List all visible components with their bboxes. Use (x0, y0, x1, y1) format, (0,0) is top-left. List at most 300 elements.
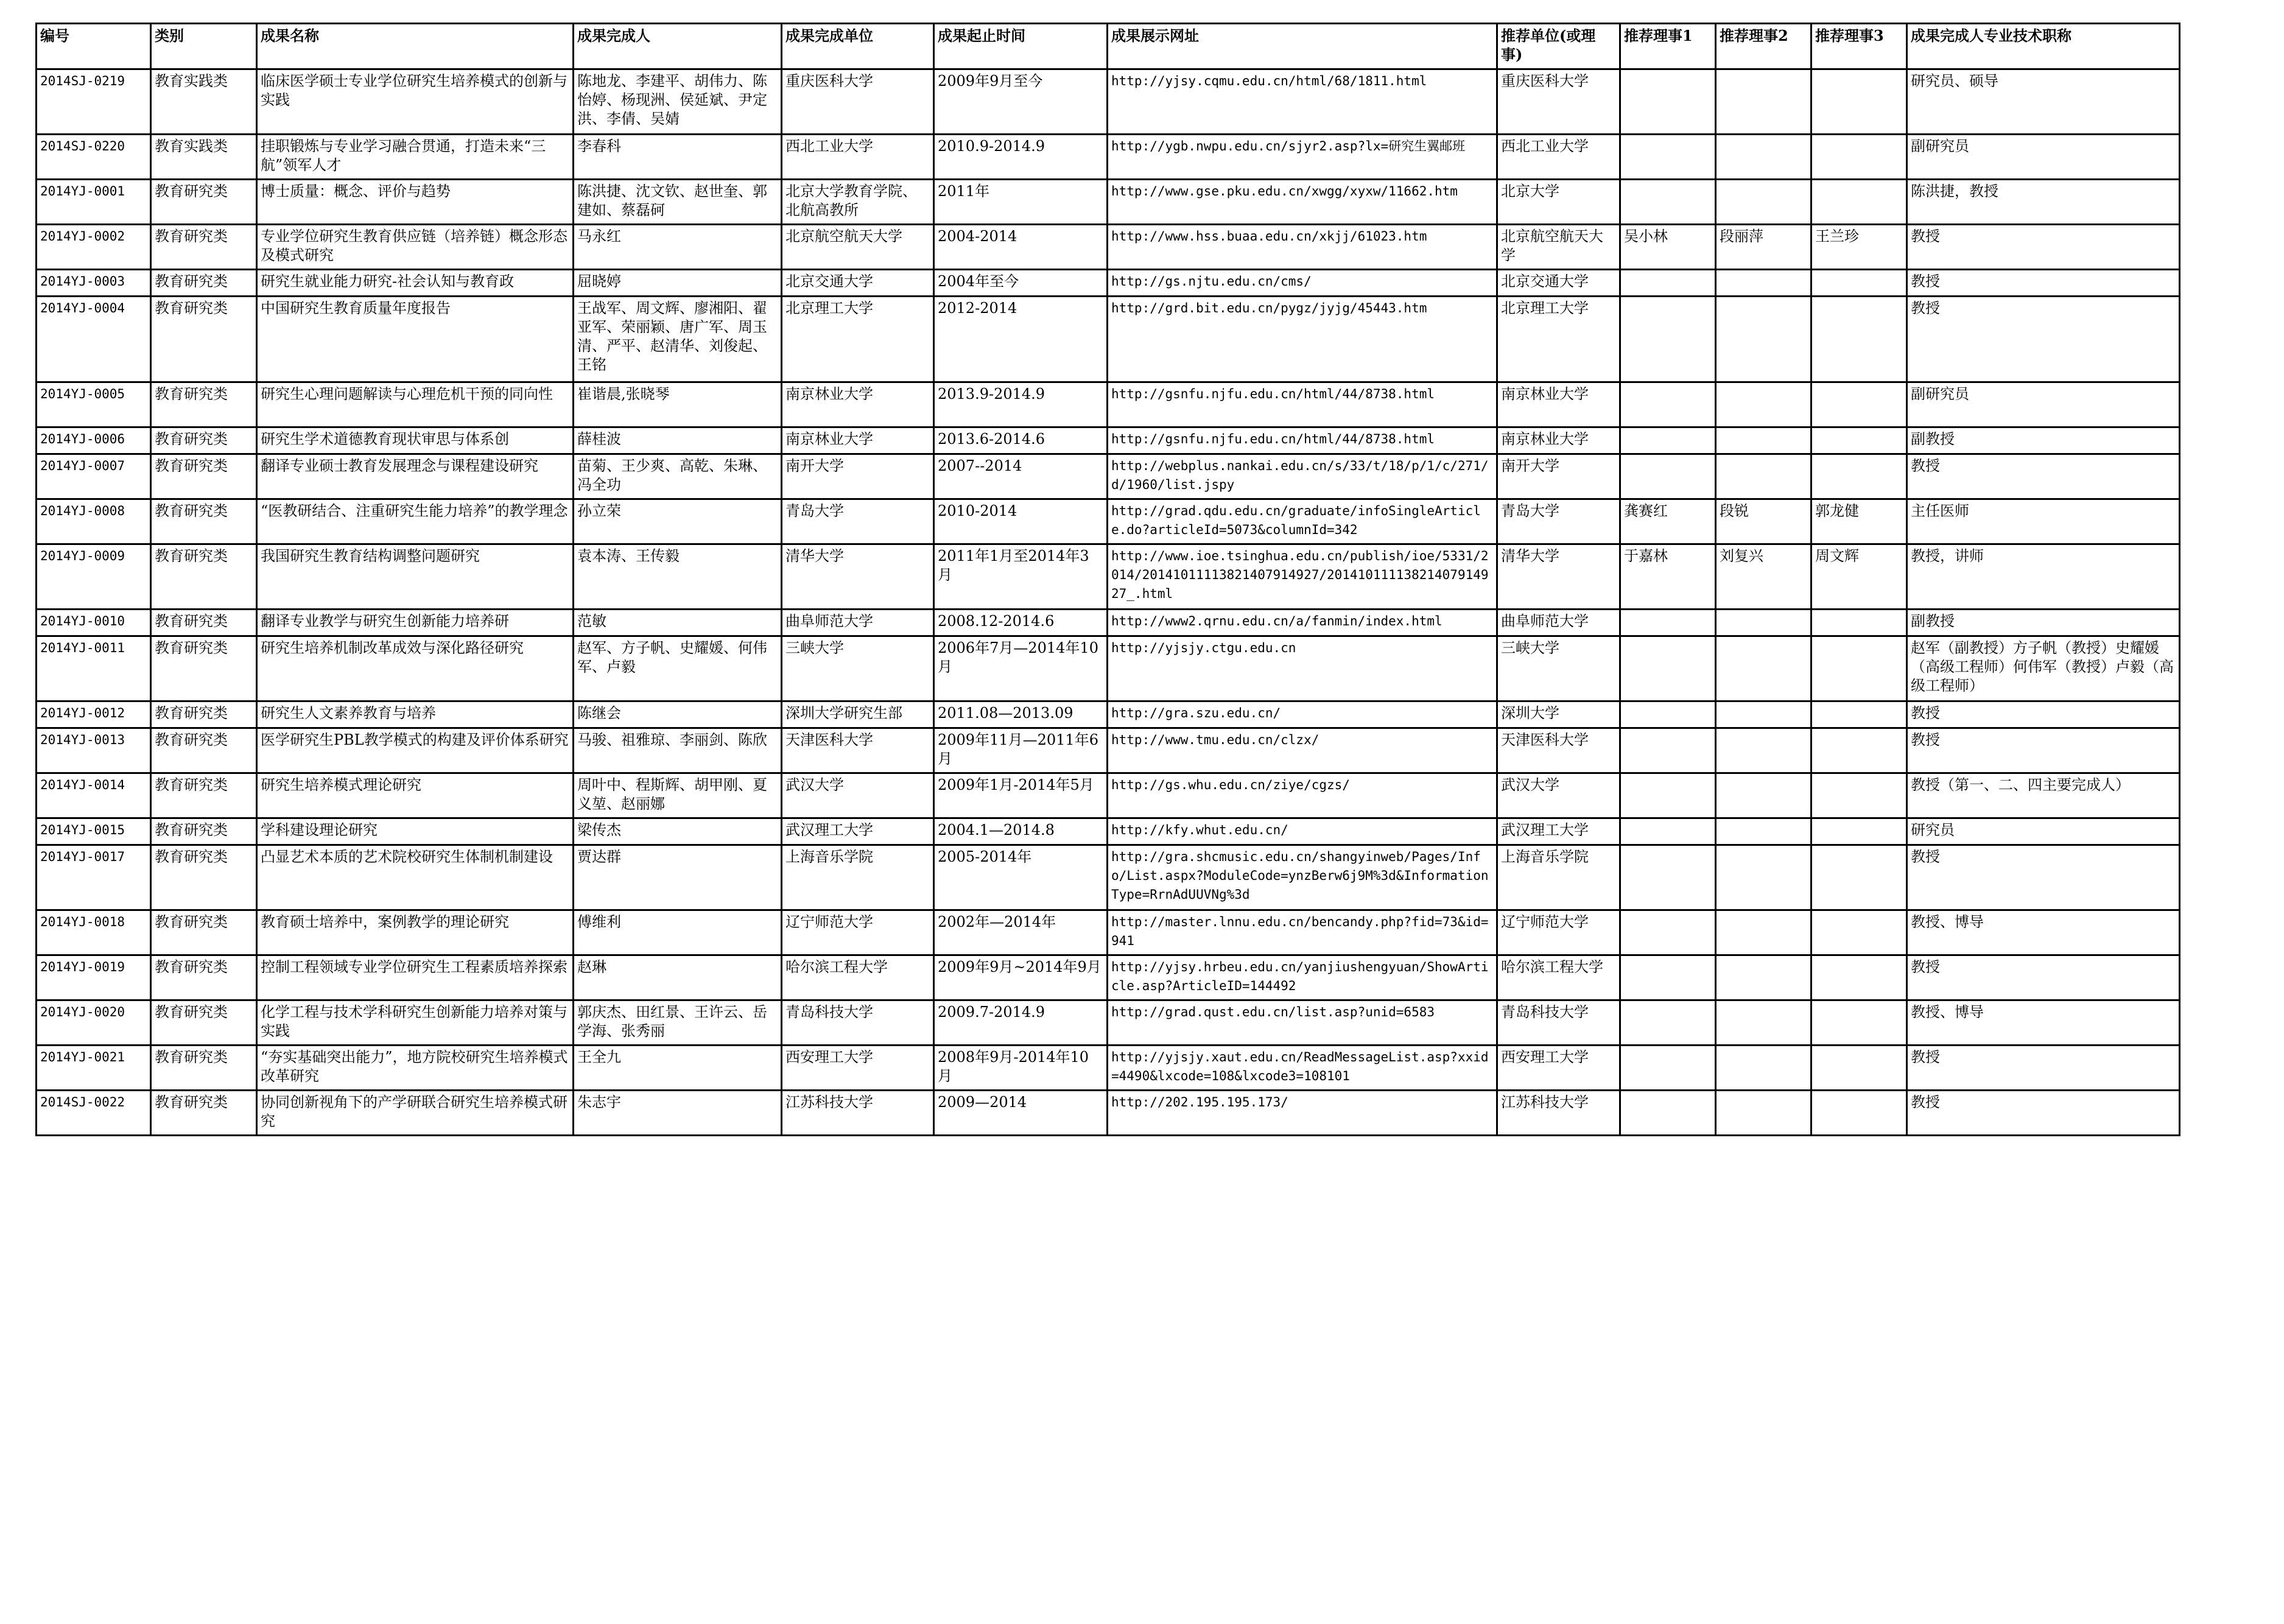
cell-recommender: 武汉理工大学 (1497, 818, 1620, 845)
cell-unit: 南开大学 (782, 454, 934, 499)
cell-url[interactable]: http://www2.qrnu.edu.cn/a/fanmin/index.html (1108, 610, 1497, 636)
cell-url[interactable]: http://yjsjy.xaut.edu.cn/ReadMessageList.asp?xxid=4490&lxcode=108&lxcode3=108101 (1108, 1046, 1497, 1091)
cell-director-3: 郭龙健 (1811, 499, 1907, 544)
cell-url[interactable]: http://yjsy.cqmu.edu.cn/html/68/1811.html (1108, 69, 1497, 135)
cell-authors: 苗菊、王少爽、高乾、朱琳、冯全功 (574, 454, 782, 499)
cell-director-3 (1811, 910, 1907, 955)
cell-job-title: 教授 (1907, 297, 2180, 382)
cell-id: 2014SJ-0022 (37, 1091, 151, 1136)
cell-authors: 袁本涛、王传毅 (574, 544, 782, 610)
cell-authors: 屈晓婷 (574, 270, 782, 297)
cell-director-1 (1620, 818, 1716, 845)
cell-unit: 哈尔滨工程大学 (782, 955, 934, 1000)
cell-recommender: 辽宁师范大学 (1497, 910, 1620, 955)
cell-director-3: 周文辉 (1811, 544, 1907, 610)
cell-title: 研究生心理问题解读与心理危机干预的同向性 (257, 382, 574, 427)
cell-director-3 (1811, 69, 1907, 135)
cell-period: 2010-2014 (934, 499, 1108, 544)
cell-url[interactable]: http://www.tmu.edu.cn/clzx/ (1108, 728, 1497, 773)
cell-period: 2004-2014 (934, 225, 1108, 270)
cell-title: 专业学位研究生教育供应链（培养链）概念形态及模式研究 (257, 225, 574, 270)
cell-category: 教育研究类 (151, 454, 257, 499)
cell-id: 2014YJ-0010 (37, 610, 151, 636)
cell-unit: 北京大学教育学院、北航高教所 (782, 180, 934, 225)
column-header-period: 成果起止时间 (934, 24, 1108, 69)
cell-job-title: 教授、博导 (1907, 1000, 2180, 1046)
cell-recommender: 江苏科技大学 (1497, 1091, 1620, 1136)
table-row (37, 270, 2180, 297)
cell-period: 2007--2014 (934, 454, 1108, 499)
cell-url[interactable]: http://grd.bit.edu.cn/pygz/jyjg/45443.htm (1108, 297, 1497, 382)
cell-title: 中国研究生教育质量年度报告 (257, 297, 574, 382)
cell-category: 教育研究类 (151, 910, 257, 955)
cell-category: 教育研究类 (151, 955, 257, 1000)
cell-authors: 贾达群 (574, 845, 782, 910)
cell-title: 学科建设理论研究 (257, 818, 574, 845)
cell-category: 教育研究类 (151, 701, 257, 728)
cell-url[interactable]: http://master.lnnu.edu.cn/bencandy.php?fid=73&id=941 (1108, 910, 1497, 955)
cell-recommender: 西北工业大学 (1497, 135, 1620, 180)
cell-director-1 (1620, 910, 1716, 955)
cell-director-1 (1620, 773, 1716, 818)
cell-category: 教育实践类 (151, 69, 257, 135)
cell-recommender: 南京林业大学 (1497, 427, 1620, 454)
cell-director-1 (1620, 636, 1716, 701)
cell-unit: 深圳大学研究生部 (782, 701, 934, 728)
cell-unit: 西安理工大学 (782, 1046, 934, 1091)
cell-director-1 (1620, 270, 1716, 297)
cell-id: 2014YJ-0018 (37, 910, 151, 955)
cell-title: “医教研结合、注重研究生能力培养”的教学理念 (257, 499, 574, 544)
cell-authors: 周叶中、程斯辉、胡甲刚、夏义堃、赵丽娜 (574, 773, 782, 818)
cell-title: 临床医学硕士专业学位研究生培养模式的创新与实践 (257, 69, 574, 135)
cell-title: 控制工程领域专业学位研究生工程素质培养探索 (257, 955, 574, 1000)
cell-category: 教育研究类 (151, 728, 257, 773)
cell-director-2 (1716, 135, 1811, 180)
cell-id: 2014SJ-0220 (37, 135, 151, 180)
cell-url[interactable]: http://gsnfu.njfu.edu.cn/html/44/8738.html (1108, 382, 1497, 427)
cell-unit: 西北工业大学 (782, 135, 934, 180)
cell-authors: 梁传杰 (574, 818, 782, 845)
cell-director-3 (1811, 818, 1907, 845)
cell-url[interactable]: http://ygb.nwpu.edu.cn/sjyr2.asp?lx=研究生翼邮班 (1108, 135, 1497, 180)
table-row (37, 610, 2180, 636)
cell-director-3 (1811, 1000, 1907, 1046)
cell-recommender: 清华大学 (1497, 544, 1620, 610)
cell-job-title: 主任医师 (1907, 499, 2180, 544)
cell-director-3 (1811, 297, 1907, 382)
cell-director-3 (1811, 845, 1907, 910)
cell-director-2 (1716, 818, 1811, 845)
cell-title: 研究生培养机制改革成效与深化路径研究 (257, 636, 574, 701)
cell-job-title: 教授 (1907, 1091, 2180, 1136)
table-row (37, 544, 2180, 610)
cell-title: “夯实基础突出能力”，地方院校研究生培养模式改革研究 (257, 1046, 574, 1091)
cell-period: 2006年7月—2014年10月 (934, 636, 1108, 701)
cell-id: 2014YJ-0008 (37, 499, 151, 544)
cell-job-title: 教授 (1907, 1046, 2180, 1091)
cell-unit: 上海音乐学院 (782, 845, 934, 910)
cell-title: 博士质量：概念、评价与趋势 (257, 180, 574, 225)
cell-unit: 青岛科技大学 (782, 1000, 934, 1046)
cell-job-title: 副研究员 (1907, 382, 2180, 427)
table-row (37, 297, 2180, 382)
cell-director-1 (1620, 610, 1716, 636)
cell-director-2 (1716, 1000, 1811, 1046)
cell-category: 教育研究类 (151, 773, 257, 818)
cell-director-3 (1811, 135, 1907, 180)
cell-director-2 (1716, 610, 1811, 636)
cell-id: 2014YJ-0003 (37, 270, 151, 297)
table-row (37, 701, 2180, 728)
column-header-director-1: 推荐理事1 (1620, 24, 1716, 69)
cell-director-3 (1811, 454, 1907, 499)
cell-category: 教育研究类 (151, 427, 257, 454)
cell-period: 2009年11月—2011年6月 (934, 728, 1108, 773)
table-row (37, 135, 2180, 180)
cell-recommender: 哈尔滨工程大学 (1497, 955, 1620, 1000)
cell-authors: 王战军、周文辉、廖湘阳、翟亚军、荣丽颖、唐广军、周玉清、严平、赵清华、刘俊起、王铭 (574, 297, 782, 382)
cell-director-3 (1811, 701, 1907, 728)
cell-job-title: 教授 (1907, 701, 2180, 728)
cell-director-2 (1716, 701, 1811, 728)
column-header-director-2: 推荐理事2 (1716, 24, 1811, 69)
cell-title: 翻译专业教学与研究生创新能力培养研 (257, 610, 574, 636)
cell-authors: 马永红 (574, 225, 782, 270)
cell-job-title: 教授，讲师 (1907, 544, 2180, 610)
cell-director-3 (1811, 270, 1907, 297)
cell-category: 教育研究类 (151, 499, 257, 544)
cell-recommender: 深圳大学 (1497, 701, 1620, 728)
cell-url[interactable]: http://www.gse.pku.edu.cn/xwgg/xyxw/11662.htm (1108, 180, 1497, 225)
cell-director-1: 龚赛红 (1620, 499, 1716, 544)
cell-url[interactable]: http://gs.whu.edu.cn/ziye/cgzs/ (1108, 773, 1497, 818)
table-row (37, 69, 2180, 135)
cell-title: 化学工程与技术学科研究生创新能力培养对策与实践 (257, 1000, 574, 1046)
cell-url[interactable]: http://gsnfu.njfu.edu.cn/html/44/8738.html (1108, 427, 1497, 454)
cell-period: 2002年—2014年 (934, 910, 1108, 955)
cell-period: 2008年9月-2014年10月 (934, 1046, 1108, 1091)
cell-id: 2014YJ-0019 (37, 955, 151, 1000)
cell-period: 2009.7-2014.9 (934, 1000, 1108, 1046)
column-header-title: 成果名称 (257, 24, 574, 69)
cell-category: 教育研究类 (151, 636, 257, 701)
cell-job-title: 陈洪捷，教授 (1907, 180, 2180, 225)
table-row (37, 499, 2180, 544)
cell-id: 2014YJ-0021 (37, 1046, 151, 1091)
cell-url[interactable]: http://www.hss.buaa.edu.cn/xkjj/61023.htm (1108, 225, 1497, 270)
cell-job-title: 副教授 (1907, 610, 2180, 636)
cell-unit: 重庆医科大学 (782, 69, 934, 135)
cell-id: 2014YJ-0006 (37, 427, 151, 454)
cell-authors: 郭庆杰、田红景、王许云、岳学海、张秀丽 (574, 1000, 782, 1046)
cell-unit: 武汉理工大学 (782, 818, 934, 845)
cell-director-1 (1620, 427, 1716, 454)
cell-authors: 马骏、祖雅琼、李丽剑、陈欣 (574, 728, 782, 773)
cell-job-title: 教授 (1907, 728, 2180, 773)
cell-authors: 李春科 (574, 135, 782, 180)
cell-category: 教育研究类 (151, 225, 257, 270)
cell-director-2 (1716, 845, 1811, 910)
cell-director-2 (1716, 69, 1811, 135)
header-row (37, 24, 2180, 69)
cell-id: 2014YJ-0002 (37, 225, 151, 270)
cell-director-3 (1811, 955, 1907, 1000)
cell-unit: 江苏科技大学 (782, 1091, 934, 1136)
cell-url[interactable]: http://grad.qust.edu.cn/list.asp?unid=6583 (1108, 1000, 1497, 1046)
cell-director-2 (1716, 728, 1811, 773)
cell-job-title: 教授 (1907, 225, 2180, 270)
cell-director-2 (1716, 1046, 1811, 1091)
cell-url[interactable]: http://webplus.nankai.edu.cn/s/33/t/18/p/1/c/271/d/1960/list.jspy (1108, 454, 1497, 499)
cell-director-1 (1620, 845, 1716, 910)
cell-id: 2014YJ-0007 (37, 454, 151, 499)
cell-url[interactable]: http://yjsjy.ctgu.edu.cn (1108, 636, 1497, 701)
cell-url[interactable]: http://yjsy.hrbeu.edu.cn/yanjiushengyuan/ShowArticle.asp?ArticleID=144492 (1108, 955, 1497, 1000)
cell-director-2 (1716, 297, 1811, 382)
cell-director-1 (1620, 1091, 1716, 1136)
cell-title: 研究生培养模式理论研究 (257, 773, 574, 818)
cell-period: 2009年1月-2014年5月 (934, 773, 1108, 818)
cell-authors: 孙立荣 (574, 499, 782, 544)
column-header-director-3: 推荐理事3 (1811, 24, 1907, 69)
table-row (37, 773, 2180, 818)
cell-authors: 赵军、方子帆、史耀媛、何伟军、卢毅 (574, 636, 782, 701)
cell-director-2: 段丽萍 (1716, 225, 1811, 270)
cell-recommender: 青岛大学 (1497, 499, 1620, 544)
cell-authors: 陈洪捷、沈文钦、赵世奎、郭建如、蔡磊砢 (574, 180, 782, 225)
cell-unit: 辽宁师范大学 (782, 910, 934, 955)
column-header-unit: 成果完成单位 (782, 24, 934, 69)
cell-category: 教育研究类 (151, 1046, 257, 1091)
cell-category: 教育研究类 (151, 382, 257, 427)
cell-id: 2014YJ-0014 (37, 773, 151, 818)
cell-period: 2013.6-2014.6 (934, 427, 1108, 454)
cell-director-2 (1716, 270, 1811, 297)
cell-recommender: 南京林业大学 (1497, 382, 1620, 427)
table-row (37, 1046, 2180, 1091)
cell-job-title: 教授（第一、二、四主要完成人） (1907, 773, 2180, 818)
cell-title: 研究生学术道德教育现状审思与体系创 (257, 427, 574, 454)
cell-title: 我国研究生教育结构调整问题研究 (257, 544, 574, 610)
cell-category: 教育研究类 (151, 270, 257, 297)
cell-director-2 (1716, 180, 1811, 225)
column-header-url: 成果展示网址 (1108, 24, 1497, 69)
cell-id: 2014YJ-0012 (37, 701, 151, 728)
cell-period: 2009年9月~2014年9月 (934, 955, 1108, 1000)
cell-id: 2014YJ-0013 (37, 728, 151, 773)
cell-id: 2014YJ-0011 (37, 636, 151, 701)
cell-unit: 青岛大学 (782, 499, 934, 544)
table-row (37, 818, 2180, 845)
cell-director-1 (1620, 180, 1716, 225)
cell-title: 挂职锻炼与专业学习融合贯通，打造未来“三航”领军人才 (257, 135, 574, 180)
cell-category: 教育研究类 (151, 297, 257, 382)
cell-period: 2013.9-2014.9 (934, 382, 1108, 427)
table-row (37, 382, 2180, 427)
cell-recommender: 北京大学 (1497, 180, 1620, 225)
cell-unit: 武汉大学 (782, 773, 934, 818)
cell-director-1 (1620, 1046, 1716, 1091)
cell-category: 教育研究类 (151, 1000, 257, 1046)
cell-director-1 (1620, 454, 1716, 499)
cell-recommender: 重庆医科大学 (1497, 69, 1620, 135)
cell-director-3 (1811, 610, 1907, 636)
cell-title: 翻译专业硕士教育发展理念与课程建设研究 (257, 454, 574, 499)
cell-director-2 (1716, 955, 1811, 1000)
cell-authors: 傅维利 (574, 910, 782, 955)
cell-id: 2014YJ-0015 (37, 818, 151, 845)
table-row (37, 225, 2180, 270)
cell-job-title: 赵军（副教授）方子帆（教授）史耀媛（高级工程师）何伟军（教授）卢毅（高级工程师） (1907, 636, 2180, 701)
cell-unit: 北京航空航天大学 (782, 225, 934, 270)
cell-unit: 三峡大学 (782, 636, 934, 701)
cell-period: 2011年 (934, 180, 1108, 225)
cell-recommender: 南开大学 (1497, 454, 1620, 499)
column-header-job-title: 成果完成人专业技术职称 (1907, 24, 2180, 69)
cell-director-3 (1811, 382, 1907, 427)
cell-director-1: 于嘉林 (1620, 544, 1716, 610)
cell-director-1 (1620, 728, 1716, 773)
table-row (37, 1000, 2180, 1046)
cell-period: 2010.9-2014.9 (934, 135, 1108, 180)
cell-director-3 (1811, 728, 1907, 773)
table-row (37, 910, 2180, 955)
cell-job-title: 研究员 (1907, 818, 2180, 845)
cell-url[interactable]: http://kfy.whut.edu.cn/ (1108, 818, 1497, 845)
cell-url[interactable]: http://www.ioe.tsinghua.edu.cn/publish/ioe/5331/2014/20141011113821407914927/20141011113821407914927_.html (1108, 544, 1497, 610)
cell-id: 2014YJ-0005 (37, 382, 151, 427)
cell-title: 协同创新视角下的产学研联合研究生培养模式研究 (257, 1091, 574, 1136)
cell-category: 教育研究类 (151, 544, 257, 610)
cell-job-title: 教授 (1907, 845, 2180, 910)
cell-title: 教育硕士培养中，案例教学的理论研究 (257, 910, 574, 955)
column-header-category: 类别 (151, 24, 257, 69)
table-row (37, 454, 2180, 499)
cell-url[interactable]: http://gra.szu.edu.cn/ (1108, 701, 1497, 728)
cell-recommender: 北京交通大学 (1497, 270, 1620, 297)
cell-director-1: 吴小林 (1620, 225, 1716, 270)
cell-job-title: 教授 (1907, 955, 2180, 1000)
cell-director-2 (1716, 454, 1811, 499)
cell-period: 2004年至今 (934, 270, 1108, 297)
cell-director-2: 刘复兴 (1716, 544, 1811, 610)
cell-director-2 (1716, 910, 1811, 955)
cell-director-1 (1620, 1000, 1716, 1046)
table-row (37, 636, 2180, 701)
cell-recommender: 青岛科技大学 (1497, 1000, 1620, 1046)
cell-id: 2014YJ-0004 (37, 297, 151, 382)
cell-title: 研究生人文素养教育与培养 (257, 701, 574, 728)
cell-director-1 (1620, 955, 1716, 1000)
cell-authors: 范敏 (574, 610, 782, 636)
cell-period: 2009—2014 (934, 1091, 1108, 1136)
cell-director-1 (1620, 382, 1716, 427)
cell-url[interactable]: http://gra.shcmusic.edu.cn/shangyinweb/Pages/Info/List.aspx?ModuleCode=ynzBerw6j9M%3d&InformationType=RrnAdUUVNg%3d (1108, 845, 1497, 910)
cell-director-3 (1811, 1046, 1907, 1091)
cell-director-1 (1620, 69, 1716, 135)
cell-unit: 曲阜师范大学 (782, 610, 934, 636)
cell-director-3 (1811, 773, 1907, 818)
cell-job-title: 教授 (1907, 454, 2180, 499)
column-header-authors: 成果完成人 (574, 24, 782, 69)
cell-unit: 南京林业大学 (782, 427, 934, 454)
cell-period: 2004.1—2014.8 (934, 818, 1108, 845)
cell-id: 2014YJ-0020 (37, 1000, 151, 1046)
column-header-id: 编号 (37, 24, 151, 69)
cell-url[interactable]: http://gs.njtu.edu.cn/cms/ (1108, 270, 1497, 297)
cell-url[interactable]: http://202.195.195.173/ (1108, 1091, 1497, 1136)
table-row (37, 427, 2180, 454)
cell-period: 2009年9月至今 (934, 69, 1108, 135)
cell-title: 凸显艺术本质的艺术院校研究生体制机制建设 (257, 845, 574, 910)
cell-director-3 (1811, 180, 1907, 225)
cell-authors: 薛桂波 (574, 427, 782, 454)
cell-recommender: 北京理工大学 (1497, 297, 1620, 382)
cell-unit: 北京理工大学 (782, 297, 934, 382)
cell-director-2 (1716, 773, 1811, 818)
cell-authors: 赵琳 (574, 955, 782, 1000)
cell-director-3 (1811, 1091, 1907, 1136)
cell-recommender: 曲阜师范大学 (1497, 610, 1620, 636)
cell-url[interactable]: http://grad.qdu.edu.cn/graduate/infoSingleArticle.do?articleId=5073&columnId=342 (1108, 499, 1497, 544)
cell-id: 2014YJ-0017 (37, 845, 151, 910)
cell-job-title: 教授、博导 (1907, 910, 2180, 955)
cell-job-title: 副教授 (1907, 427, 2180, 454)
cell-authors: 崔谐晨,张晓琴 (574, 382, 782, 427)
cell-director-3 (1811, 636, 1907, 701)
cell-unit: 天津医科大学 (782, 728, 934, 773)
cell-job-title: 研究员、硕导 (1907, 69, 2180, 135)
cell-category: 教育研究类 (151, 180, 257, 225)
cell-category: 教育研究类 (151, 845, 257, 910)
cell-recommender: 北京航空航天大学 (1497, 225, 1620, 270)
cell-director-2 (1716, 1091, 1811, 1136)
table-row (37, 955, 2180, 1000)
achievements-table (35, 23, 2180, 1136)
cell-unit: 北京交通大学 (782, 270, 934, 297)
cell-recommender: 天津医科大学 (1497, 728, 1620, 773)
cell-job-title: 副研究员 (1907, 135, 2180, 180)
cell-id: 2014YJ-0009 (37, 544, 151, 610)
cell-id: 2014YJ-0001 (37, 180, 151, 225)
cell-authors: 陈继会 (574, 701, 782, 728)
column-header-recommender: 推荐单位(或理事) (1497, 24, 1620, 69)
cell-category: 教育研究类 (151, 1091, 257, 1136)
cell-recommender: 三峡大学 (1497, 636, 1620, 701)
table-row (37, 845, 2180, 910)
cell-id: 2014SJ-0219 (37, 69, 151, 135)
cell-unit: 清华大学 (782, 544, 934, 610)
cell-authors: 陈地龙、李建平、胡伟力、陈怡婷、杨现洲、侯延斌、尹定洪、李倩、吴婧 (574, 69, 782, 135)
cell-director-1 (1620, 297, 1716, 382)
cell-director-2: 段锐 (1716, 499, 1811, 544)
cell-director-1 (1620, 135, 1716, 180)
cell-period: 2005-2014年 (934, 845, 1108, 910)
table-row (37, 728, 2180, 773)
cell-title: 医学研究生PBL教学模式的构建及评价体系研究 (257, 728, 574, 773)
cell-recommender: 西安理工大学 (1497, 1046, 1620, 1091)
cell-unit: 南京林业大学 (782, 382, 934, 427)
cell-category: 教育研究类 (151, 818, 257, 845)
cell-director-2 (1716, 636, 1811, 701)
cell-period: 2008.12-2014.6 (934, 610, 1108, 636)
cell-director-2 (1716, 427, 1811, 454)
cell-authors: 朱志宇 (574, 1091, 782, 1136)
cell-period: 2011年1月至2014年3月 (934, 544, 1108, 610)
cell-period: 2011.08—2013.09 (934, 701, 1108, 728)
cell-title: 研究生就业能力研究-社会认知与教育政 (257, 270, 574, 297)
